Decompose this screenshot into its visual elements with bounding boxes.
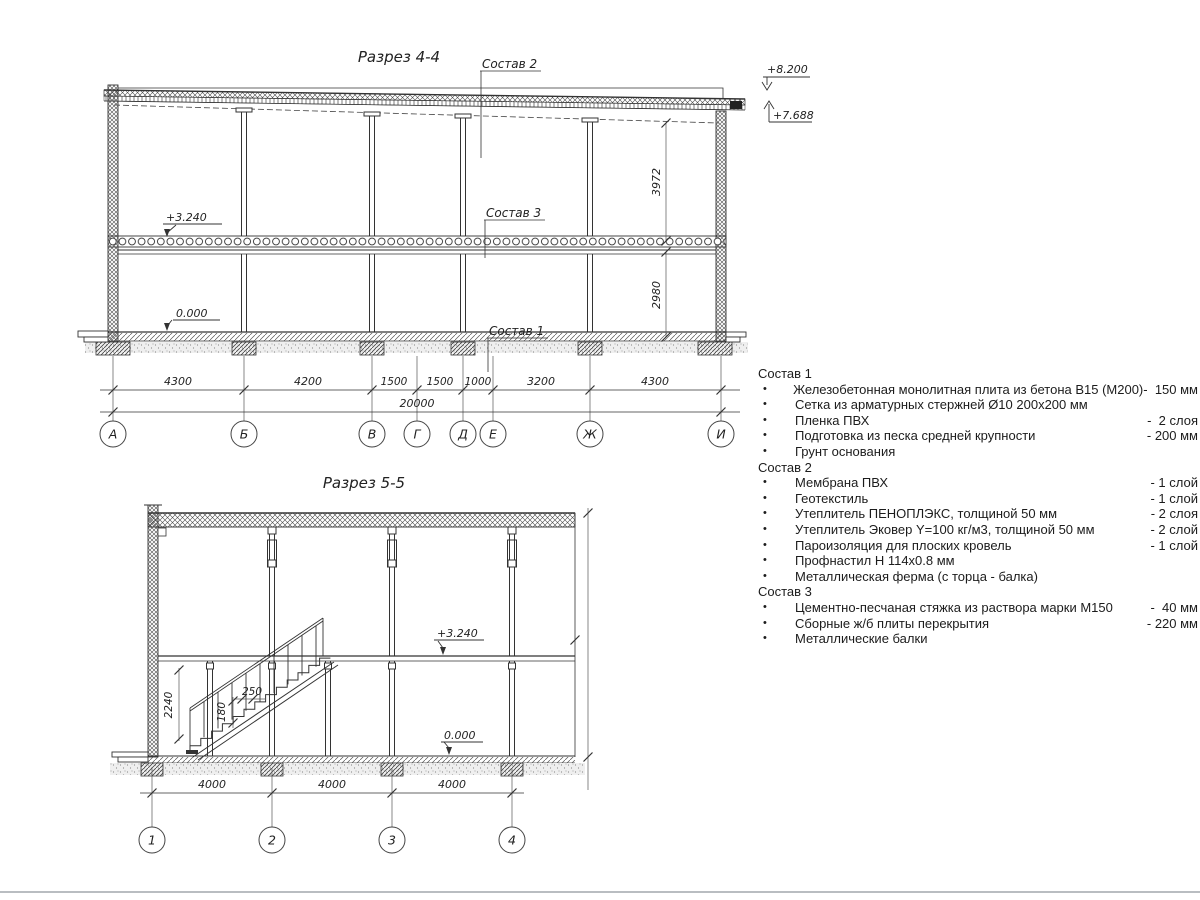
stair-railing: [190, 618, 323, 746]
bullet-icon: •: [763, 382, 767, 395]
bullet-icon: •: [763, 538, 767, 551]
composition-item: • Геотекстиль - 1 слой: [755, 491, 1199, 507]
bullet-icon: •: [763, 398, 767, 411]
svg-text:4300: 4300: [641, 375, 669, 388]
page-bottom-rule: [0, 891, 1200, 893]
svg-text:3: 3: [388, 832, 396, 848]
section-5-5-title: Разрез 5-5: [322, 474, 406, 492]
svg-text:3972: 3972: [650, 168, 663, 196]
axis-bubble-2: [259, 827, 285, 853]
vertical-dim-3972: [650, 119, 671, 246]
bullet-icon: •: [763, 491, 767, 504]
svg-text:0.000: 0.000: [176, 307, 208, 320]
svg-text:+3.240: +3.240: [166, 211, 207, 224]
axis-bubble-4: [499, 827, 525, 853]
columns-ground-storey: [242, 254, 593, 332]
vertical-dim-2980: [650, 248, 671, 342]
composition-item: • Утеплитель ПЕНОПЛЭКС, толщиной 50 мм - 2 слоя: [755, 506, 1199, 522]
composition-item: • Сетка из арматурных стержней Ø10 200x200 мм: [755, 397, 1199, 413]
bullet-icon: •: [763, 554, 767, 567]
bullet-icon: •: [763, 600, 767, 613]
svg-text:4000: 4000: [318, 778, 346, 791]
entrance-step-left: [78, 331, 108, 342]
axis-bubble-e: [480, 421, 506, 447]
bullet-icon: •: [763, 569, 767, 582]
composition-item: • Железобетонная монолитная плита из бетона В15 (М200) - 150 мм: [755, 382, 1199, 398]
svg-text:Состав 3: Состав 3: [486, 206, 542, 220]
axis-bubble-i: [708, 421, 734, 447]
roof-assembly: [104, 88, 745, 123]
section-4-4-drawing: [78, 48, 814, 447]
composition-item: • Металлическая ферма (с торца - балка): [755, 569, 1199, 585]
bullet-icon: •: [763, 429, 767, 442]
composition-item: • Утеплитель Эковер Y=100 кг/м3, толщиной 50 мм - 2 слой: [755, 522, 1199, 538]
svg-text:4300: 4300: [164, 375, 192, 388]
roof-assembly-55: [148, 513, 575, 527]
section-4-4-title: Разрез 4-4: [357, 48, 441, 66]
ground-floor: [78, 331, 748, 355]
svg-text:+3.240: +3.240: [437, 627, 478, 640]
columns-upper-55: [268, 527, 517, 656]
svg-text:4000: 4000: [198, 778, 226, 791]
elevation-mark-0000-55: [441, 729, 483, 755]
elevation-mark-8200: [762, 63, 810, 90]
axis-bubbles-44: [100, 421, 734, 447]
svg-text:Состав 1: Состав 1: [489, 324, 545, 338]
stair-base-plate: [186, 750, 198, 754]
axis-bubble-v: [359, 421, 385, 447]
composition-item: • Профнастил Н 114x0.8 мм: [755, 553, 1199, 569]
entrance-step-55: [112, 752, 148, 762]
bullet-icon: •: [763, 522, 767, 535]
composition-item: • Металлические балки: [755, 631, 1199, 647]
bullet-icon: •: [763, 616, 767, 629]
floor2-slab: [108, 236, 726, 254]
svg-text:+8.200: +8.200: [767, 63, 808, 76]
stair-dim-180: [216, 697, 238, 729]
svg-text:3200: 3200: [527, 375, 555, 388]
cornice-end-plate: [730, 101, 742, 109]
bullet-icon: •: [763, 507, 767, 520]
axis-bubble-g: [404, 421, 430, 447]
svg-text:1000: 1000: [464, 376, 492, 388]
section-cut-edge-right: [571, 508, 593, 790]
dim-chain-row: [100, 356, 740, 421]
svg-text:+7.688: +7.688: [773, 109, 814, 122]
svg-text:2: 2: [268, 832, 276, 848]
svg-text:4000: 4000: [438, 778, 466, 791]
svg-text:Г: Г: [413, 426, 421, 442]
elevation-mark-0000: [164, 307, 220, 331]
stair-dim-250: [234, 686, 266, 704]
columns-upper-storey: [236, 108, 598, 236]
svg-text:250: 250: [241, 686, 263, 698]
section-5-5-drawing: [110, 474, 593, 853]
svg-text:1500: 1500: [426, 376, 454, 388]
elevation-mark-7688: [764, 101, 814, 122]
beam-seat: [158, 528, 166, 536]
svg-text:2980: 2980: [650, 281, 663, 309]
wall-right: [716, 111, 726, 342]
svg-text:Е: Е: [489, 426, 497, 442]
svg-text:Б: Б: [239, 426, 249, 442]
composition-item: • Сборные ж/б плиты перекрытия - 220 мм: [755, 616, 1199, 632]
entrance-step-right: [726, 332, 746, 342]
svg-text:1: 1: [148, 832, 156, 848]
svg-text:Ж: Ж: [583, 426, 597, 442]
bullet-icon: •: [763, 413, 767, 426]
composition-3-heading: Состав 3: [758, 584, 812, 600]
axis-bubble-3: [379, 827, 405, 853]
wall-left: [108, 85, 118, 342]
svg-text:А: А: [108, 426, 118, 442]
svg-text:4: 4: [508, 832, 516, 848]
stair-dim-2240: [163, 666, 184, 744]
axis-bubble-b: [231, 421, 257, 447]
sostav2-callout: [480, 57, 541, 158]
axis-bubble-1: [139, 827, 165, 853]
svg-text:2240: 2240: [163, 691, 175, 719]
axis-bubble-d: [450, 421, 476, 447]
composition-2-heading: Состав 2: [758, 459, 812, 475]
composition-item: • Грунт основания: [755, 444, 1199, 460]
svg-text:В: В: [367, 426, 377, 442]
composition-item: • Мембрана ПВХ - 1 слой: [755, 475, 1199, 491]
axis-bubble-zh: [577, 421, 603, 447]
composition-item: • Пленка ПВХ - 2 слоя: [755, 413, 1199, 429]
svg-text:Д: Д: [458, 426, 468, 442]
ground-floor-55: [110, 752, 585, 776]
svg-text:Состав 2: Состав 2: [482, 57, 538, 71]
axis-bubbles-55: [139, 827, 525, 853]
dim-chain-row-55: [140, 768, 524, 827]
composition-item: • Пароизоляция для плоских кровель - 1 слой: [755, 538, 1199, 554]
svg-text:И: И: [716, 426, 726, 442]
bullet-icon: •: [763, 476, 767, 489]
bullet-icon: •: [763, 632, 767, 645]
elevation-mark-3240: [163, 211, 222, 237]
elevation-mark-3240-55: [434, 627, 484, 655]
composition-item: • Цементно-песчаная стяжка из раствора марки М150 - 40 мм: [755, 600, 1199, 616]
svg-text:20000: 20000: [399, 397, 435, 410]
svg-text:0.000: 0.000: [444, 729, 476, 742]
svg-text:180: 180: [216, 701, 228, 723]
svg-text:4200: 4200: [294, 375, 322, 388]
composition-notes: [755, 366, 1199, 647]
composition-1-heading: Состав 1: [758, 366, 812, 381]
floor2-55: [158, 656, 575, 661]
bullet-icon: •: [763, 444, 767, 457]
svg-text:1500: 1500: [380, 376, 408, 388]
axis-bubble-a: [100, 421, 126, 447]
dim-total-row: [100, 397, 740, 417]
composition-item: • Подготовка из песка средней крупности - 200 мм: [755, 428, 1199, 444]
